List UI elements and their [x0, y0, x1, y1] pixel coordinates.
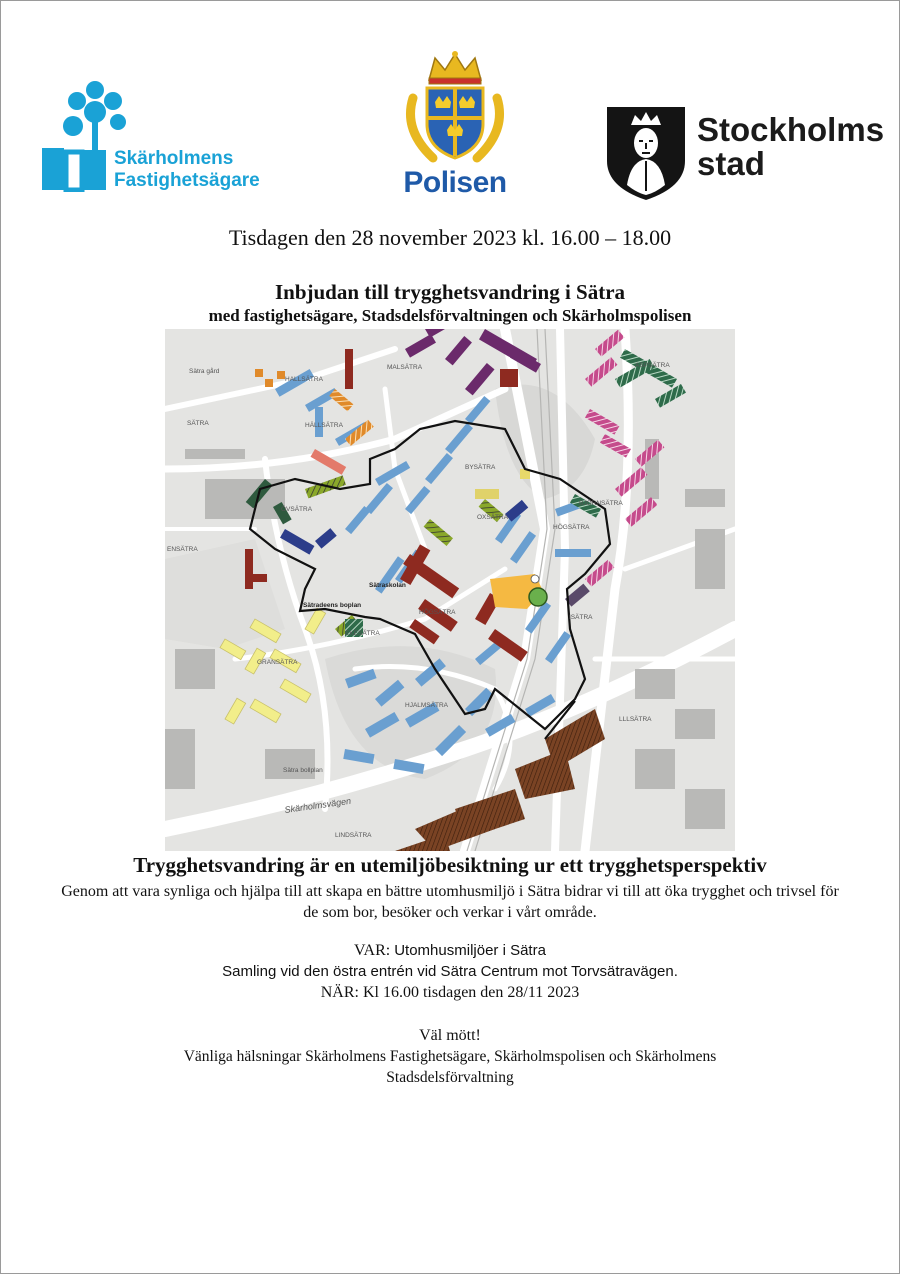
satra-walk-map — [165, 329, 735, 851]
label-hogsatra: HÖGSÄTRA — [553, 524, 590, 531]
st-erik-shield-icon — [605, 105, 687, 201]
intro-paragraph: Genom att vara synliga och hjälpa till att skapa en bättre utomhusmiljö i Sätra bidrar vi till att öka trygghet och trivsel för de som bor, besöker och verkar i vårt område. — [61, 883, 839, 921]
when-label: NÄR: — [320, 984, 359, 1001]
label-isatra: ISÄTRA — [569, 614, 593, 621]
label-satra-bollplan: Sätra bollplan — [283, 767, 323, 774]
label-hallsatra-n: HALLSÄTRA — [285, 376, 323, 383]
where-label: VAR: — [354, 942, 391, 959]
polisen-wordmark: Polisen — [403, 166, 507, 199]
label-boplan: Sätradeens boplan — [303, 602, 362, 609]
label-bjornsatra: BJÖRNSÄTRA — [579, 500, 623, 507]
label-ekesatra: EKESÄTRA — [345, 630, 380, 637]
skf-line-2: Fastighetsägare — [114, 170, 260, 191]
label-hogsatra-2: HÖGSÄTRA — [419, 609, 456, 616]
closing-block — [0, 1025, 900, 1088]
skf-line-1: Skärholmens — [114, 148, 234, 169]
gathering-line: Samling vid den östra entrén vid Sätra Centrum mot Torvsätravägen. — [222, 963, 678, 980]
label-malsatra: MALSÄTRA — [387, 364, 423, 371]
where-value: Utomhusmiljöer i Sätra — [394, 942, 546, 959]
map-canvas — [165, 329, 735, 851]
label-oxsatra: OXSÄTRA — [477, 514, 509, 521]
police-badge-icon — [395, 50, 515, 168]
label-ensatra: ENSÄTRA — [167, 546, 198, 553]
label-satra-west: SÄTRA — [187, 420, 209, 427]
invitation-headline: Inbjudan till trygghetsvandring i Sätra — [274, 280, 626, 304]
label-gransatra: GRANSÄTRA — [257, 659, 298, 666]
when-value: Kl 16.00 tisdagen den 28/11 2023 — [362, 984, 580, 1001]
meeting-point-marker — [529, 588, 547, 606]
label-hallsatra: HÄLLSÄTRA — [305, 422, 343, 429]
when-line — [0, 982, 900, 1003]
label-aspsatra: ASPSÄTRA — [635, 362, 670, 369]
stockholms-stad-logo — [605, 105, 895, 205]
signature-line-2: Stadsdelsförvaltning — [386, 1069, 514, 1086]
sthlm-line-2: stad — [697, 145, 765, 182]
skarholmens-fastighetsagare-logo — [40, 80, 290, 200]
skf-wordmark — [114, 148, 260, 192]
label-satraskolan: Sätraskolan — [369, 582, 406, 589]
where-line — [0, 940, 900, 961]
polisen-logo — [395, 50, 515, 200]
label-lindsatra: LINDSÄTRA — [335, 832, 372, 839]
sthlm-wordmark — [697, 113, 884, 181]
logistics-block — [0, 940, 900, 1003]
label-satra-gard: Sätra gård — [189, 368, 220, 375]
event-date-line: Tisdagen den 28 november 2023 kl. 16.00 – 18.00 — [228, 225, 672, 250]
label-bysatra: BYSÄTRA — [465, 464, 496, 471]
signature-line-1: Vänliga hälsningar Skärholmens Fastighetsägare, Skärholmspolisen och Skärholmens — [183, 1048, 717, 1065]
label-skarholmsvagen: Skärholmsvägen — [283, 795, 352, 815]
sthlm-line-1: Stockholms — [697, 111, 885, 148]
label-lllsatra: LLLSÄTRA — [619, 716, 652, 723]
invitation-subheadline: med fastighetsägare, Stadsdelsförvaltningen och Skärholmspolisen — [208, 306, 692, 325]
greeting: Väl mött! — [419, 1027, 481, 1044]
label-hjalmsatra: HJALMSÄTRA — [405, 702, 448, 709]
section-title: Trygghetsvandring är en utemiljöbesiktning ur ett trygghetsperspektiv — [133, 853, 767, 877]
label-ovsatra: ÖVSÄTRA — [281, 506, 313, 513]
